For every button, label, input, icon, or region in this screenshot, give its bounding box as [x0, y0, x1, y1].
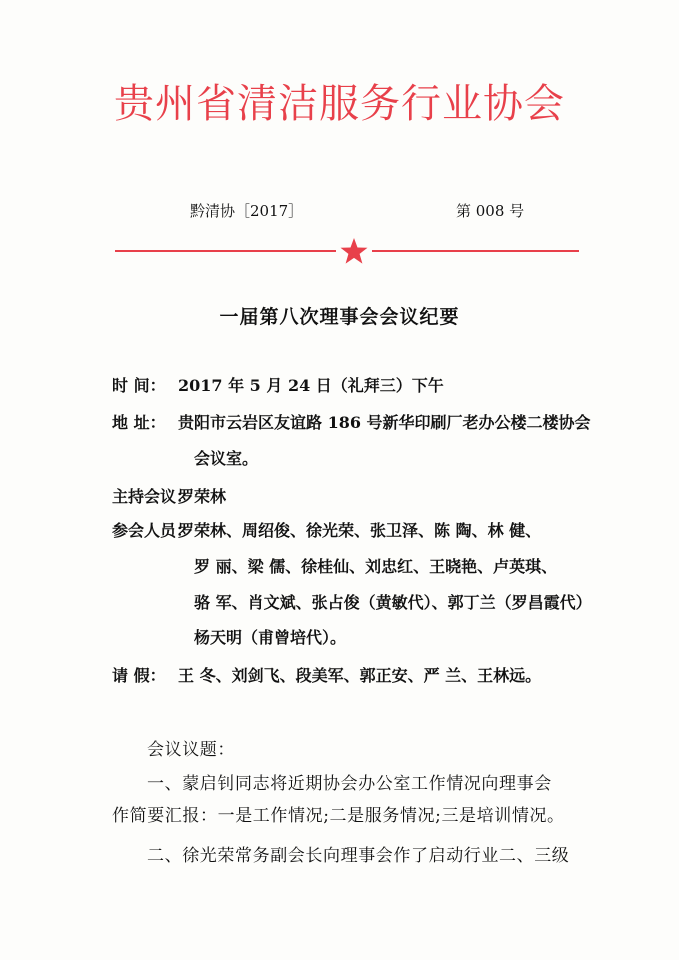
agenda-heading: 会议议题： [147, 740, 235, 760]
organization-name: 贵州省清洁服务行业协会 [114, 81, 565, 127]
agenda-item1-line2: 作简要汇报：一是工作情况;二是服务情况;三是培训情况。 [112, 806, 565, 826]
attendees-line3: 骆 军、肖文斌、张占俊（黄敏代）、郭丁兰（罗昌霞代） [194, 593, 592, 612]
attendees-line2: 罗 丽、梁 儒、徐桂仙、刘忠红、王晓艳、卢英琪、 [194, 557, 558, 576]
agenda-item2-line1: 二、徐光荣常务副会长向理事会作了启动行业二、三级 [147, 846, 570, 866]
host-value: 罗荣林 [178, 487, 227, 506]
red-rule-left [115, 250, 336, 252]
red-rule-right [372, 250, 579, 252]
agenda-item1-line1: 一、蒙启钊同志将近期协会办公室工作情况向理事会 [147, 774, 552, 794]
leave-label: 请 假： [112, 666, 166, 685]
place-value-line2: 会议室。 [194, 449, 259, 468]
attendees-label: 参会人员： [112, 521, 193, 540]
leave-value: 王 冬、刘剑飞、段美军、郭正安、严 兰、王林远。 [178, 666, 542, 685]
document-prefix: 黔清协［2017］ [190, 202, 304, 220]
attendees-line1: 罗荣林、周绍俊、徐光荣、张卫泽、陈 陶、林 健、 [178, 521, 542, 540]
document-number: 第 008 号 [456, 202, 525, 220]
host-label: 主持会议： [112, 487, 193, 506]
document-title: 一届第八次理事会会议纪要 [219, 306, 460, 328]
attendees-line4: 杨天明（甫曾培代）。 [194, 628, 347, 647]
place-label: 地 址： [112, 413, 166, 432]
time-label: 时 间： [112, 376, 166, 395]
time-value: 2017 年 5 月 24 日（礼拜三）下午 [178, 376, 444, 395]
red-star-icon [339, 237, 369, 265]
place-value-line1: 贵阳市云岩区友谊路 186 号新华印刷厂老办公楼二楼协会 [178, 413, 591, 432]
